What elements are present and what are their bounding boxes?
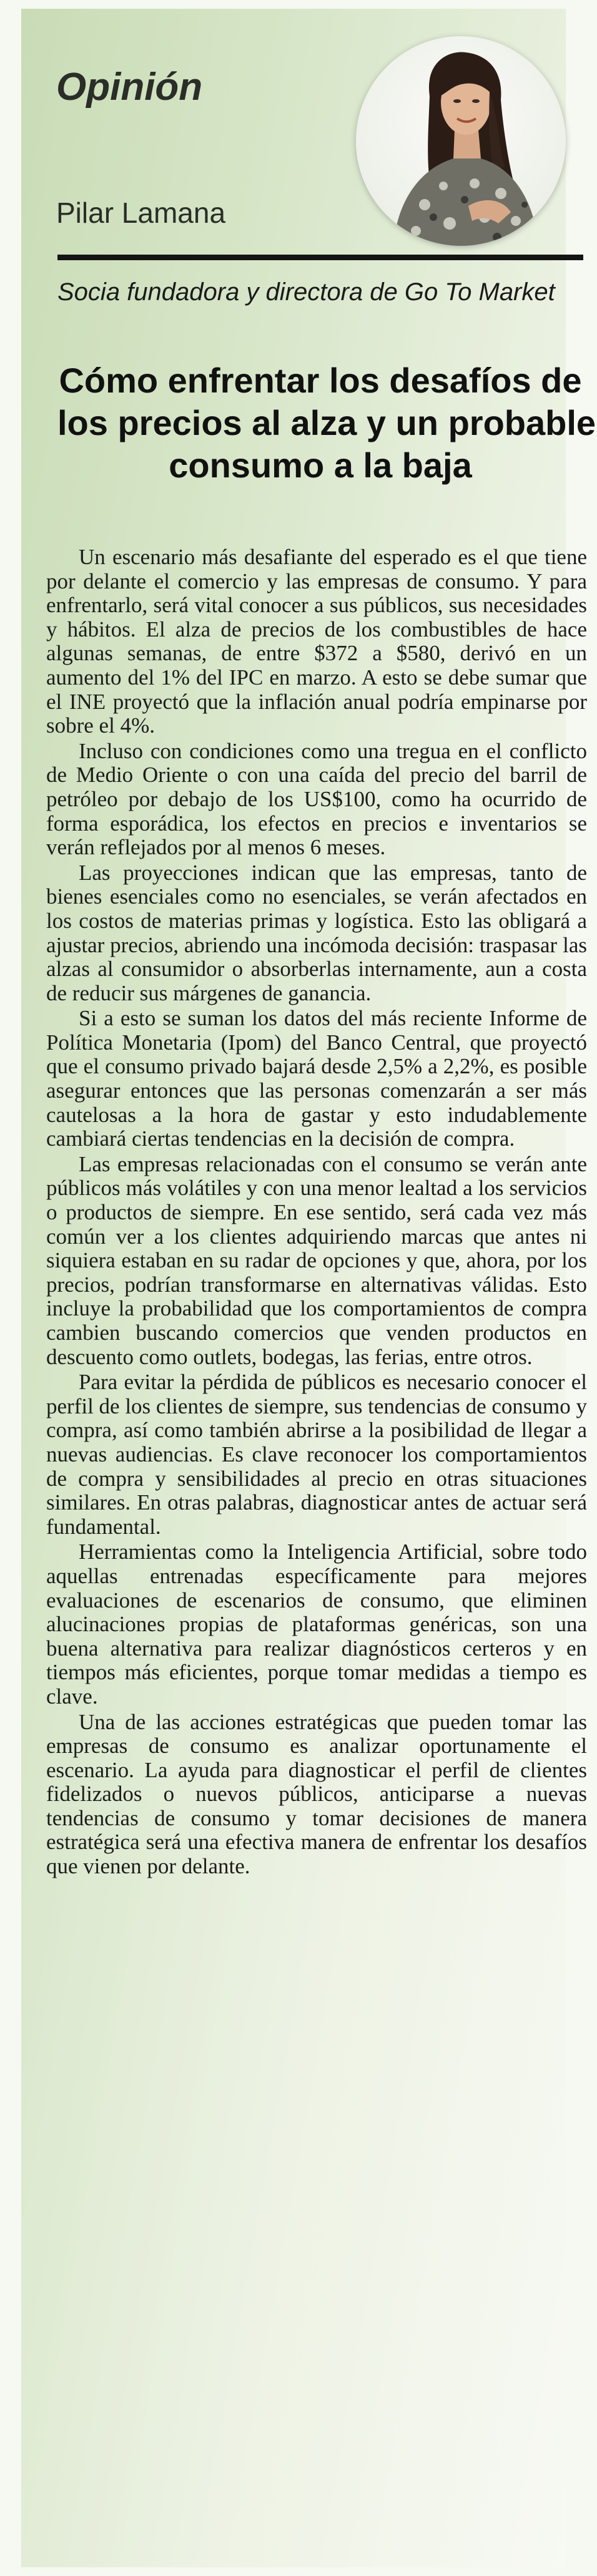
- section-label: Opinión: [56, 66, 203, 109]
- article-paragraph: Herramientas como la Inteligencia Artificial, sobre todo aquellas entrenadas específicamente para mejores evaluaciones de escenarios de consumo, que eliminen alucinaciones propias de plataformas genéricas, son una buena alternativa para realizar diagnósticos certeros y en tiempos más eficientes, porque tomar medidas a tiempo es clave.: [46, 1539, 587, 1709]
- headline-line: los precios al alza y un probable: [57, 403, 596, 442]
- article-paragraph: Una de las acciones estratégicas que pueden tomar las empresas de consumo es analizar oportunamente el escenario. La ayuda para diagnosticar el perfil de clientes fidelizados o nuevos públicos, anticiparse a nuevas tendencias de consumo y tomar decisiones de manera estratégica será una efectiva manera de enfrentar los desafíos que vienen por delante.: [46, 1709, 587, 1879]
- article-paragraph: Un escenario más desafiante del esperado es el que tiene por delante el comercio y las empresas de consumo. Y para enfrentarlo, será vital conocer a sus públicos, sus necesidades y hábitos. El alza de precios de los combustibles de hace algunas semanas, de entre $372 a $580, derivó en un aumento del 1% del IPC en marzo. A esto se debe sumar que el INE proyectó que la inflación anual podría empinarse por sobre el 4%.: [46, 545, 587, 738]
- headline-line: consumo a la baja: [169, 446, 472, 485]
- headline-line: Cómo enfrentar los desafíos de: [59, 361, 582, 400]
- article-paragraph: Si a esto se suman los datos del más reciente Informe de Política Monetaria (Ipom) del Banco Central, que proyectó que el consumo privado bajará desde 2,5% a 2,2%, es posible asegurar entonces que las personas comenzarán a ser más cautelosas a la hora de gastar y esto indudablemente cambiará ciertas tendencias en la decisión de compra.: [46, 1006, 587, 1151]
- header-divider: [57, 255, 583, 260]
- author-photo: [356, 36, 566, 246]
- author-role: Socia fundadora y directora de Go To Market: [57, 278, 555, 306]
- article-headline: [57, 359, 596, 487]
- article-paragraph: Las empresas relacionadas con el consumo se verán ante públicos más volátiles y con una menor lealtad a los servicios o productos de siempre. En ese sentido, será cada vez más común ver a los clientes adquiriendo marcas que antes ni siquiera estaban en su radar de opciones y que, ahora, por los precios, podrían transformarse en alternativas válidas. Esto incluye la probabilidad que los comportamientos de compra cambien buscando comercios que venden productos en descuento como outlets, bodegas, las ferias, entre otros.: [46, 1151, 587, 1369]
- article-paragraph: Las proyecciones indican que las empresas, tanto de bienes esenciales como no esenciales, se verán afectados en los costos de materias primas y logística. Esto las obligará a ajustar precios, abriendo una incómoda decisión: traspasar las alzas al consumidor o absorberlas internamente, aun a costa de reducir sus márgenes de ganancia.: [46, 860, 587, 1005]
- author-name: Pilar Lamana: [56, 197, 226, 229]
- author-portrait-image: [356, 36, 566, 246]
- article-body: [46, 545, 587, 1879]
- opinion-column: [21, 9, 596, 2567]
- article-paragraph: Incluso con condiciones como una tregua en el conflicto de Medio Oriente o con una caída del precio del barril de petróleo por debajo de los US$100, como ha ocurrido de forma esporádica, los efectos en precios e inventarios se verán reflejados por al menos 6 meses.: [46, 738, 587, 860]
- article-paragraph: Para evitar la pérdida de públicos es necesario conocer el perfil de los clientes de siempre, sus tendencias de consumo y compra, así como también abrirse a la posibilidad de llegar a nuevas audiencias. Es clave reconocer los comportamientos de compra y sensibilidades al precio en otras situaciones similares. En otras palabras, diagnosticar antes de actuar será fundamental.: [46, 1370, 588, 1539]
